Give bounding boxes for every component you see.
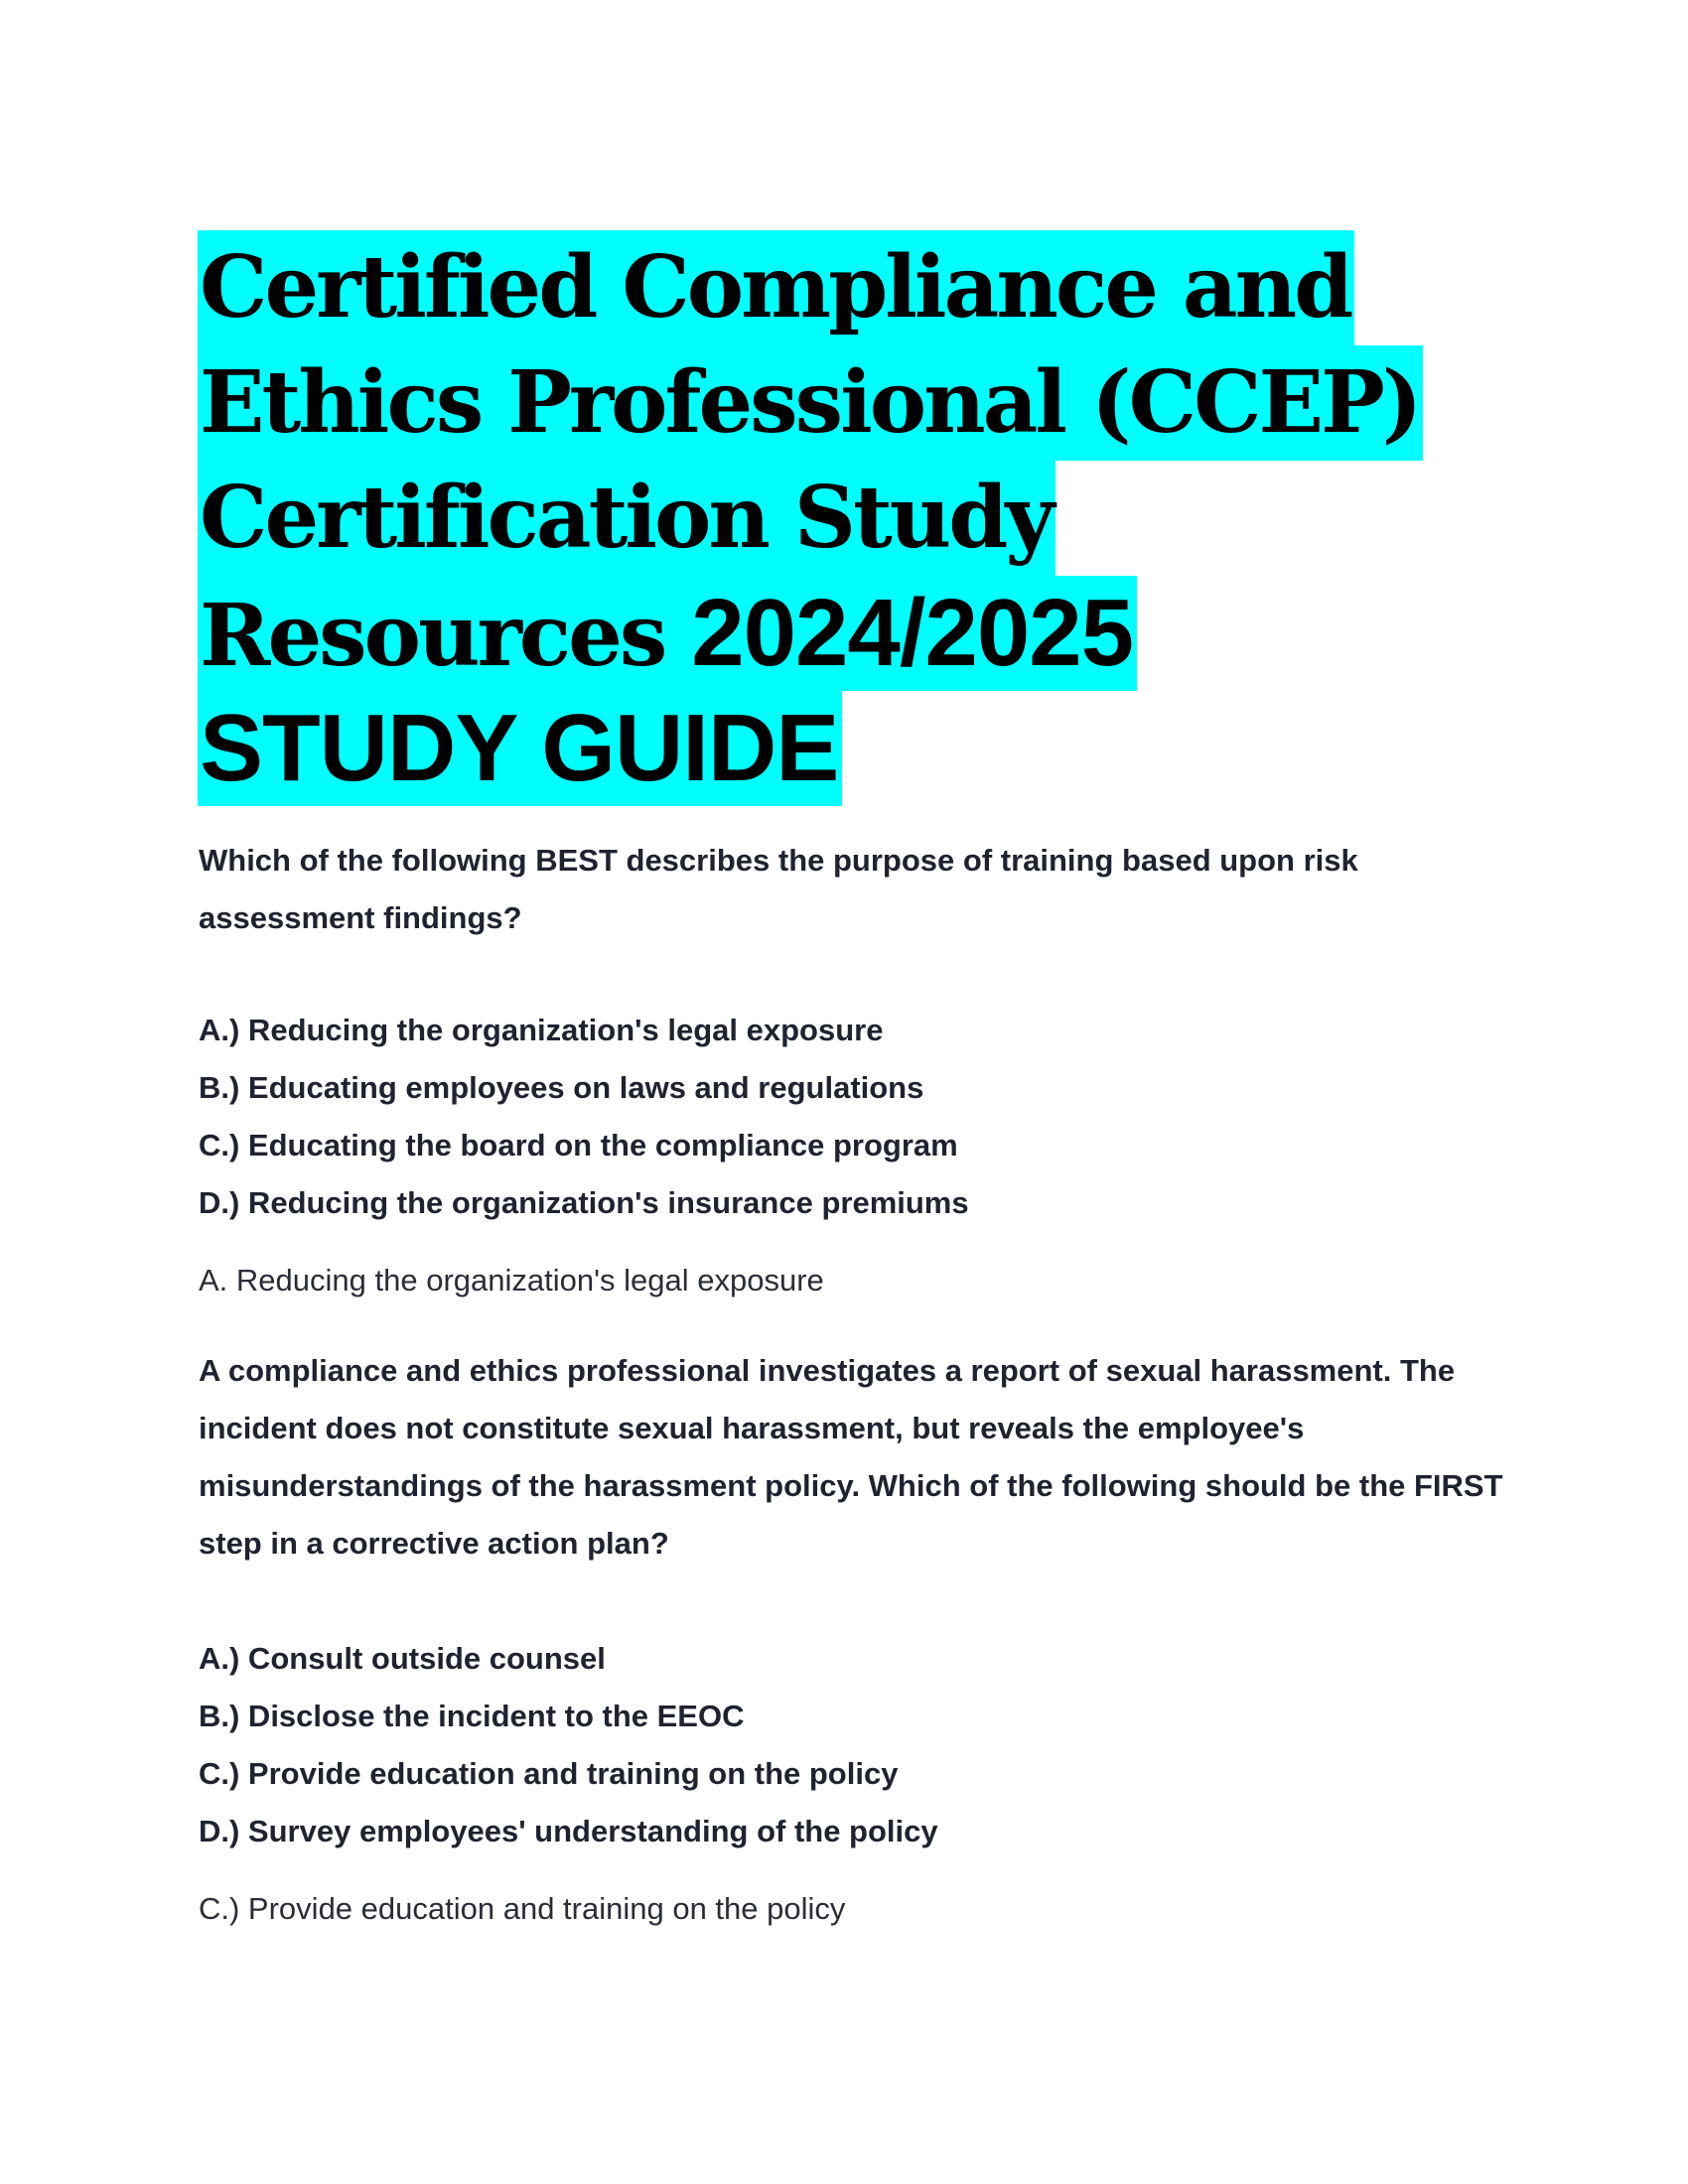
- option-item: C.) Educating the board on the compliance program: [199, 1128, 958, 1162]
- title-line-4: [198, 576, 1488, 691]
- title-text: Certified Compliance and: [198, 230, 1354, 345]
- title-line-2: [198, 345, 1488, 461]
- option-item: C.) Provide education and training on the policy: [199, 1756, 899, 1791]
- answer-text: C.) Provide education and training on the policy: [199, 1891, 846, 1926]
- title-highlight: [198, 576, 1137, 691]
- option-item: B.) Educating employees on laws and regulations: [199, 1070, 924, 1105]
- question-text: A compliance and ethics professional investigates a report of sexual harassment. The incident does not constitute sexual harassment, but reveals the employee's misunderstandings of the harassment policy. Which of the following should be the FIRST step in a corrective action plan?: [199, 1353, 1503, 1561]
- option-item: D.) Survey employees' understanding of the policy: [199, 1814, 938, 1848]
- title-year: 2024/2025: [691, 580, 1134, 686]
- answer-text: A. Reducing the organization's legal exposure: [199, 1263, 824, 1297]
- question-block-2: [199, 1342, 1509, 1572]
- option-item: A.) Reducing the organization's legal exposure: [199, 1013, 884, 1047]
- option-item: D.) Reducing the organization's insurance premiums: [199, 1185, 969, 1220]
- title-line-1: [198, 230, 1488, 345]
- options-list-2: [199, 1630, 1509, 1860]
- title-line-5: [198, 691, 1488, 806]
- option-item: A.) Consult outside counsel: [199, 1641, 606, 1676]
- title-text: Certification Study: [198, 461, 1055, 576]
- title-text: Ethics Professional (CCEP): [198, 345, 1423, 461]
- title-line-3: [198, 461, 1488, 576]
- question-text: Which of the following BEST describes the purpose of training based upon risk assessment findings?: [199, 843, 1358, 935]
- options-list-1: [199, 1002, 1509, 1232]
- answer-block-1: [199, 1252, 1509, 1309]
- title-text: Resources: [200, 586, 692, 686]
- document-title: [198, 230, 1488, 806]
- title-subtitle: STUDY GUIDE: [198, 691, 842, 806]
- option-item: B.) Disclose the incident to the EEOC: [199, 1699, 745, 1733]
- answer-block-2: [199, 1880, 1509, 1938]
- question-block-1: [199, 832, 1509, 947]
